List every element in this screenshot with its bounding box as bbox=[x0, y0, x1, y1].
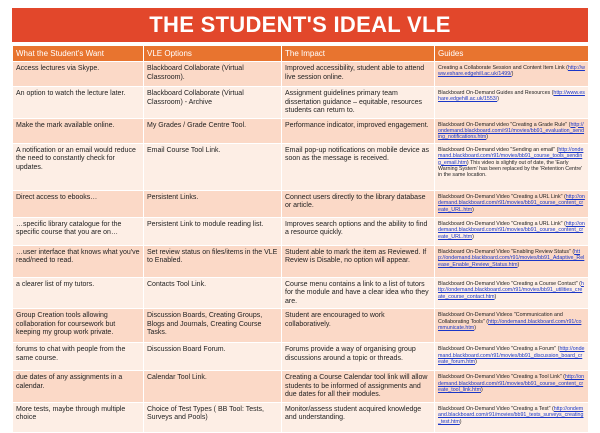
header-impact: The Impact bbox=[282, 46, 435, 62]
table-row bbox=[13, 87, 589, 119]
table-row bbox=[13, 245, 589, 277]
table-row bbox=[13, 343, 589, 371]
cell-guide bbox=[435, 402, 589, 432]
table-row bbox=[13, 118, 589, 143]
cell-want: A notification or an email would reduce the need to constantly check for updates. bbox=[13, 143, 144, 190]
cell-impact: Course menu contains a link to a list of tutors for the module and have a clear idea who they are. bbox=[282, 277, 435, 309]
guide-text-after: ) bbox=[475, 359, 477, 366]
cell-impact: Monitor/assess student acquired knowledge and understanding. bbox=[282, 402, 435, 432]
cell-want: …specific library catalogue for the specific course that you are on… bbox=[13, 217, 144, 245]
cell-want: due dates of any assignments in a calendar. bbox=[13, 371, 144, 403]
cell-impact: Student are encouraged to work collaboratively. bbox=[282, 309, 435, 343]
guide-link[interactable]: http://ondemand.blackboard.com/r91/movies/bb91_course_content_create_tool_link.htm bbox=[438, 374, 585, 394]
guide-text: Blackboard On-Demand Videos "Communication and Collaborating Tools" ( bbox=[438, 312, 563, 325]
cell-guide bbox=[435, 118, 589, 143]
guide-text: Blackboard On-Demand Video "Creating a URL Link" ( bbox=[438, 193, 566, 200]
guide-link[interactable]: http://ondemand.blackboard.com/r91/movies/bb91_course_content_create_URL.htm bbox=[438, 220, 585, 240]
cell-option: Choice of Test Types ( BB Tool: Tests, Surveys and Pools) bbox=[144, 402, 282, 432]
table-row bbox=[13, 371, 589, 403]
vle-table bbox=[12, 45, 589, 433]
guide-text: Blackboard On-Demand Video "Creating a Forum" ( bbox=[438, 346, 560, 353]
guide-link[interactable]: http://ondemand.blackboard.com/r91/communicate.htm bbox=[438, 318, 582, 332]
cell-impact: Improves search options and the ability to find a resource quickly. bbox=[282, 217, 435, 245]
guide-link[interactable]: http://ondemand.blackboard.com/r91/movies/bb91_course_content_create_URL.htm bbox=[438, 193, 585, 213]
guide-text-after: ) bbox=[472, 206, 474, 213]
guide-text-after: ) This video is slightly out of date, the 'Early Warning System' has been replaced by the 'Retention Centre' in the same location. bbox=[438, 159, 583, 179]
guide-text-after: ) bbox=[517, 261, 520, 268]
cell-option: Persistent Links. bbox=[144, 190, 282, 217]
guide-link[interactable]: http://ondemand.blackboard.com/r91/movies/bb91_evaluation_sending_notifications.htm bbox=[438, 121, 585, 141]
cell-impact: Email pop-up notifications on mobile device as soon as the message is received. bbox=[282, 143, 435, 190]
cell-option: Calendar Tool Link. bbox=[144, 371, 282, 403]
header-vle-options: VLE Options bbox=[144, 46, 282, 62]
guide-text: Blackboard On-Demand Guides and Resources ( bbox=[438, 90, 554, 96]
guide-text-after: ) bbox=[494, 293, 497, 300]
table-row bbox=[13, 277, 589, 309]
table-row bbox=[13, 143, 589, 190]
cell-impact: Improved accessibility, student able to attend live session online. bbox=[282, 62, 435, 87]
cell-want: Group Creation tools allowing collaboration for coursework but keeping my group work private. bbox=[13, 309, 144, 343]
guide-text-after: ) bbox=[497, 96, 499, 103]
cell-option: Blackboard Collaborate (Virtual Classroom) - Archive bbox=[144, 87, 282, 119]
guide-link[interactable]: http://ondemand.blackboard.com/r91/movies/bb91_tests_surveys_creating_test.htm bbox=[438, 405, 584, 425]
cell-guide bbox=[435, 217, 589, 245]
cell-impact: Student able to mark the item as Reviewed. If Review is Disable, no option will appear. bbox=[282, 245, 435, 277]
cell-option: Email Course Tool Link. bbox=[144, 143, 282, 190]
guide-text-after: ) bbox=[459, 418, 462, 425]
guide-text: Blackboard On-Demand video "Creating a Grade Rule" ( bbox=[438, 121, 571, 128]
guide-link[interactable]: http://ondemand.blackboard.com/r91/movies/bb91_course_tools_sending_email.htm bbox=[438, 146, 584, 166]
cell-want: a clearer list of my tutors. bbox=[13, 277, 144, 309]
cell-option: Discussion Boards, Creating Groups, Blogs and Journals, Creating Course Tasks. bbox=[144, 309, 282, 343]
guide-text: Blackboard On-Demand Video "Creating a Test" ( bbox=[438, 405, 554, 412]
cell-impact: Performance indicator, improved engagement. bbox=[282, 118, 435, 143]
cell-guide bbox=[435, 371, 589, 403]
cell-want: forums to chat with people from the same course. bbox=[13, 343, 144, 371]
guide-text-after: ) bbox=[481, 387, 483, 394]
guide-text: Blackboard On-Demand Video "Enabling Review Status" ( bbox=[438, 248, 575, 255]
table-row bbox=[13, 190, 589, 217]
cell-impact: Connect users directly to the library database or article. bbox=[282, 190, 435, 217]
cell-want: More tests, maybe through multiple choice bbox=[13, 402, 144, 432]
cell-guide bbox=[435, 87, 589, 119]
cell-guide bbox=[435, 245, 589, 277]
cell-guide bbox=[435, 309, 589, 343]
cell-guide bbox=[435, 143, 589, 190]
cell-impact: Creating a Course Calendar tool link will allow students to be informed of assignments and due dates for all their modules. bbox=[282, 371, 435, 403]
cell-want: Access lectures via Skype. bbox=[13, 62, 144, 87]
guide-text-after: ) bbox=[474, 325, 476, 332]
guide-text: Creating a Collaborate Session and Content Item Link ( bbox=[438, 65, 568, 71]
cell-guide bbox=[435, 277, 589, 309]
table-row bbox=[13, 402, 589, 432]
header-guides: Guides bbox=[435, 46, 589, 62]
cell-guide bbox=[435, 190, 589, 217]
table-row bbox=[13, 62, 589, 87]
guide-text: Blackboard On-Demand Video "Creating a Tool Link" ( bbox=[438, 374, 565, 381]
cell-want: Make the mark available online. bbox=[13, 118, 144, 143]
cell-option: Blackboard Collaborate (Virtual Classroom). bbox=[144, 62, 282, 87]
cell-option: Discussion Board Forum. bbox=[144, 343, 282, 371]
cell-guide bbox=[435, 343, 589, 371]
cell-option: Persistent Link to module reading list. bbox=[144, 217, 282, 245]
guide-link[interactable]: http://ondemand.blackboard.com/r91/movies/bb91_discussion_board_create_forum.htm bbox=[438, 346, 585, 366]
table-header-row bbox=[13, 46, 589, 62]
table-row bbox=[13, 217, 589, 245]
cell-option: Contacts Tool Link. bbox=[144, 277, 282, 309]
cell-option: My Grades / Grade Centre Tool. bbox=[144, 118, 282, 143]
guide-link[interactable]: http://www.eshare.edgehill.ac.uk/1499/ bbox=[438, 65, 585, 78]
cell-want: Direct access to ebooks… bbox=[13, 190, 144, 217]
cell-impact: Forums provide a way of organising group discussions around a topic or threads. bbox=[282, 343, 435, 371]
guide-text: Blackboard On-Demand Video "Creating a URL Link" ( bbox=[438, 220, 566, 227]
cell-impact: Assignment guidelines primary team dissertation guidance – equitable, resources students can return to. bbox=[282, 87, 435, 119]
header-student-wants: What the Student's Want bbox=[13, 46, 144, 62]
guide-text: Blackboard On-Demand video "Sending an email" ( bbox=[438, 146, 559, 153]
guide-text: Blackboard On-Demand Video "Creating a Course Contact" ( bbox=[438, 280, 581, 287]
guide-text-after: ) bbox=[486, 134, 489, 141]
page-title: THE STUDENT'S IDEAL VLE bbox=[12, 8, 588, 42]
guide-link[interactable]: http://ondemand.blackboard.com/r91/movies/bb91_Adaptive_Release_Enable_Review_Status.htm bbox=[438, 248, 585, 268]
cell-want: An option to watch the lecture later. bbox=[13, 87, 144, 119]
guide-text-after: ) bbox=[511, 71, 514, 78]
cell-guide bbox=[435, 62, 589, 87]
guide-link[interactable]: http://ondemand.blackboard.com/r91/movies/bb91_utilities_create_course_contact.htm bbox=[438, 280, 584, 300]
guide-link[interactable]: http://www.eshare.edgehill.ac.uk/1553/ bbox=[438, 90, 585, 103]
table-row bbox=[13, 309, 589, 343]
cell-option: Set review status on files/items in the VLE to Enabled. bbox=[144, 245, 282, 277]
guide-text-after: ) bbox=[472, 233, 474, 240]
cell-want: …user interface that knows what you've read/need to read. bbox=[13, 245, 144, 277]
